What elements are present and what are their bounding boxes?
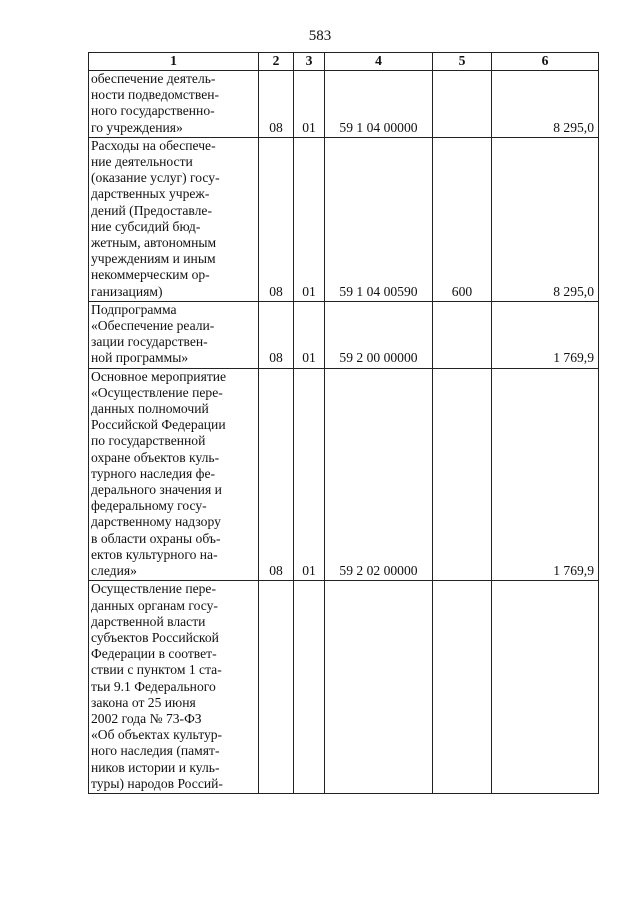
row-amount-cell: 8 295,0 [492, 71, 599, 138]
row-amount-cell [492, 581, 599, 794]
table-body [89, 71, 599, 794]
row-amount-cell: 1 769,9 [492, 368, 599, 581]
table-row [89, 301, 599, 368]
row-expense-type-cell [433, 71, 492, 138]
row-name-cell: обеспечение деятель- ности подведомствен- ного государственно- го учреждения» [89, 71, 259, 138]
row-target-article-cell: 59 2 02 00000 [325, 368, 433, 581]
row-name-cell: Подпрограмма «Обеспечение реали- зации государствен- ной программы» [89, 301, 259, 368]
header-col-2: 2 [259, 53, 294, 71]
row-expense-type-cell [433, 368, 492, 581]
budget-table [88, 52, 599, 794]
row-section-cell [259, 581, 294, 794]
table-row [89, 137, 599, 301]
row-section-cell: 08 [259, 368, 294, 581]
row-target-article-cell: 59 1 04 00000 [325, 71, 433, 138]
header-col-4: 4 [325, 53, 433, 71]
row-amount-cell: 1 769,9 [492, 301, 599, 368]
row-subsection-cell: 01 [294, 71, 325, 138]
row-subsection-cell [294, 581, 325, 794]
row-subsection-cell: 01 [294, 301, 325, 368]
row-target-article-cell: 59 2 00 00000 [325, 301, 433, 368]
header-row [89, 53, 599, 71]
row-target-article-cell: 59 1 04 00590 [325, 137, 433, 301]
row-section-cell: 08 [259, 71, 294, 138]
table-row [89, 368, 599, 581]
header-col-6: 6 [492, 53, 599, 71]
row-expense-type-cell [433, 581, 492, 794]
table-row [89, 71, 599, 138]
row-subsection-cell: 01 [294, 137, 325, 301]
row-target-article-cell [325, 581, 433, 794]
row-subsection-cell: 01 [294, 368, 325, 581]
row-expense-type-cell: 600 [433, 137, 492, 301]
row-name-cell: Осуществление пере- данных органам госу- дарственной власти субъектов Российской Федерации в соответ- ствии с пунктом 1 ста- тьи 9.1 Федерального закона от 25 июня 2002 года № 73-ФЗ «Об объектах культур- ного наследия (памят- ников истории и куль- туры) народов Россий- [89, 581, 259, 794]
row-section-cell: 08 [259, 301, 294, 368]
header-col-5: 5 [433, 53, 492, 71]
row-section-cell: 08 [259, 137, 294, 301]
row-expense-type-cell [433, 301, 492, 368]
row-name-cell: Расходы на обеспече- ние деятельности (оказание услуг) госу- дарственных учреж- дений (Предоставле- ние субсидий бюд- жетным, автономным учреждениям и иным некоммерческим ор- ганизациям) [89, 137, 259, 301]
row-amount-cell: 8 295,0 [492, 137, 599, 301]
page-number: 583 [308, 28, 332, 44]
header-col-3: 3 [294, 53, 325, 71]
row-name-cell: Основное мероприятие «Осуществление пере- данных полномочий Российской Федерации по государственной охране объектов куль- турного наследия фе- дерального значения и федеральному госу- дарственному надзору в области охраны объ- ектов культурного на- следия» [89, 368, 259, 581]
table-row [89, 581, 599, 794]
header-col-1: 1 [89, 53, 259, 71]
